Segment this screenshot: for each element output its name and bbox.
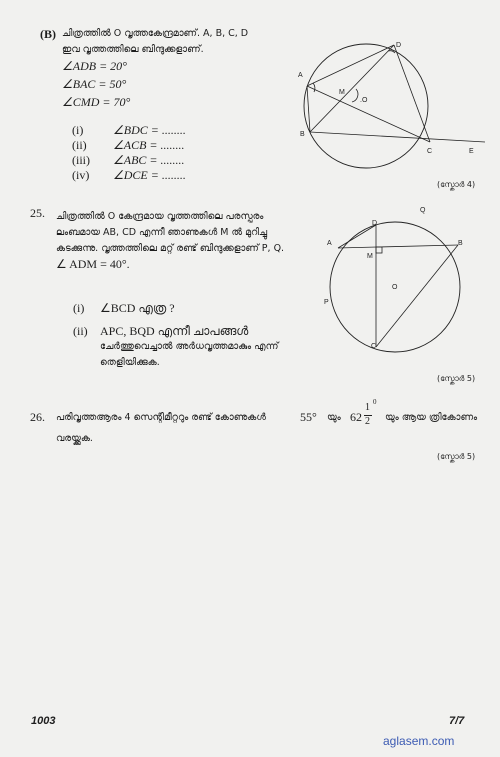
- question-25-sub-ii-line3: തെളിയിക്കുക.: [100, 357, 160, 368]
- figure-b-circle-diagram: [290, 32, 500, 192]
- question-25-sub-i-text: ∠BCD എത്ര ?: [100, 301, 175, 315]
- watermark-text: aglasem.com: [383, 734, 455, 748]
- chord-ab: [338, 245, 458, 248]
- question-25-line2: ലംബമായ AB, CD എന്നീ ഞാണുകൾ M ൽ മുറിച്ചു: [56, 227, 268, 238]
- right-angle-mark: [376, 247, 382, 253]
- given-angle-cmd: ∠CMD = 70°: [62, 95, 131, 109]
- question-25-number: 25.: [30, 206, 45, 220]
- label-q: Q: [420, 207, 426, 214]
- question-26-text-a: പരിവൃത്തആരം 4 സെന്റിമീറ്ററും രണ്ട് കോണുകൾ: [56, 412, 266, 423]
- footer-code: 1003: [31, 715, 56, 727]
- question-26-angle2-numerator: 1: [365, 402, 370, 413]
- question-25-score: (സ്കോർ 5): [437, 374, 476, 383]
- given-angle-bac: ∠BAC = 50°: [62, 77, 127, 91]
- figure-b-circle: [304, 44, 428, 168]
- angle-arc-m: [352, 89, 358, 102]
- question-b-line2: ഇവ വൃത്തത്തിലെ ബിന്ദുക്കളാണ്.: [62, 44, 204, 55]
- question-25-sub-ii-line2: ചേർത്തുവെച്ചാൽ അർധവൃത്തമാകും എന്ന്: [100, 341, 279, 352]
- subpart-iv-num: (iv): [72, 168, 90, 182]
- question-26-angle2-whole: 62: [350, 410, 362, 424]
- subpart-i-num: (i): [72, 123, 84, 137]
- label-o: O: [392, 284, 398, 291]
- subpart-ii-num: (ii): [72, 138, 87, 152]
- figure-25-circle-diagram: [320, 207, 490, 365]
- label-m: M: [339, 89, 345, 96]
- label-a: A: [327, 240, 332, 247]
- question-26-number: 26.: [30, 410, 45, 424]
- footer-page-number: 7/7: [449, 715, 465, 727]
- question-b-line1: ചിത്രത്തിൽ O വൃത്തകേന്ദ്രമാണ്. A, B, C, D: [62, 28, 249, 39]
- question-25-line4: ∠ ADM = 40°.: [56, 257, 130, 271]
- label-b: B: [300, 131, 305, 138]
- chord-ac: [307, 86, 430, 142]
- question-26-line2: വരയ്ക്കുക.: [56, 433, 93, 444]
- question-b-score: (സ്കോർ 4): [437, 180, 476, 189]
- question-25-line1: ചിത്രത്തിൽ O കേന്ദ്രമായ വൃത്തത്തിലെ പരസ്പരം: [56, 211, 264, 222]
- segment-ad: [338, 225, 376, 248]
- subpart-iv-text: ∠DCE = ........: [113, 168, 186, 182]
- question-25-sub-ii-num: (ii): [73, 324, 88, 338]
- segment-bc: [376, 245, 458, 347]
- question-25-sub-ii-line1: APC, BQD എന്നീ ചാപങ്ങൾ: [100, 324, 249, 338]
- question-25-sub-i-num: (i): [73, 301, 85, 315]
- label-c: C: [371, 343, 377, 350]
- question-26-score: (സ്കോർ 5): [437, 452, 476, 461]
- chord-ad: [307, 45, 394, 86]
- given-angle-adb: ∠ADB = 20°: [62, 59, 127, 73]
- subpart-ii-text: ∠ACB = ........: [113, 138, 185, 152]
- angle-arc-a: [313, 83, 315, 92]
- line-bce: [310, 132, 485, 142]
- label-p: P: [324, 299, 329, 306]
- label-b: B: [458, 240, 463, 247]
- subpart-i-text: ∠BDC = ........: [113, 123, 186, 137]
- question-25-line3: കടക്കുന്നു. വൃത്തത്തിലെ മറ്റ് രണ്ട് ബിന്ദുക്കളാണ് P, Q.: [56, 243, 285, 254]
- question-b-label: (B): [40, 27, 56, 41]
- question-26-angle1: 55°: [300, 410, 317, 424]
- question-26-text-c: യും ആയ ത്രികോണം: [385, 412, 478, 423]
- question-26-text-b: യും: [327, 412, 341, 423]
- label-c: C: [427, 148, 433, 155]
- subpart-iii-num: (iii): [72, 153, 90, 167]
- subpart-iii-text: ∠ABC = ........: [113, 153, 185, 167]
- chord-bd: [310, 45, 394, 132]
- label-e: E: [469, 148, 474, 155]
- label-d: D: [396, 42, 402, 49]
- question-26-angle2-denominator: 2: [365, 416, 370, 427]
- chord-dc: [394, 45, 430, 142]
- label-o: .O: [360, 97, 368, 104]
- label-a: A: [298, 72, 303, 79]
- label-d: D: [372, 220, 378, 227]
- label-m: M: [367, 253, 373, 260]
- question-26-angle2-degree: 0: [373, 398, 377, 406]
